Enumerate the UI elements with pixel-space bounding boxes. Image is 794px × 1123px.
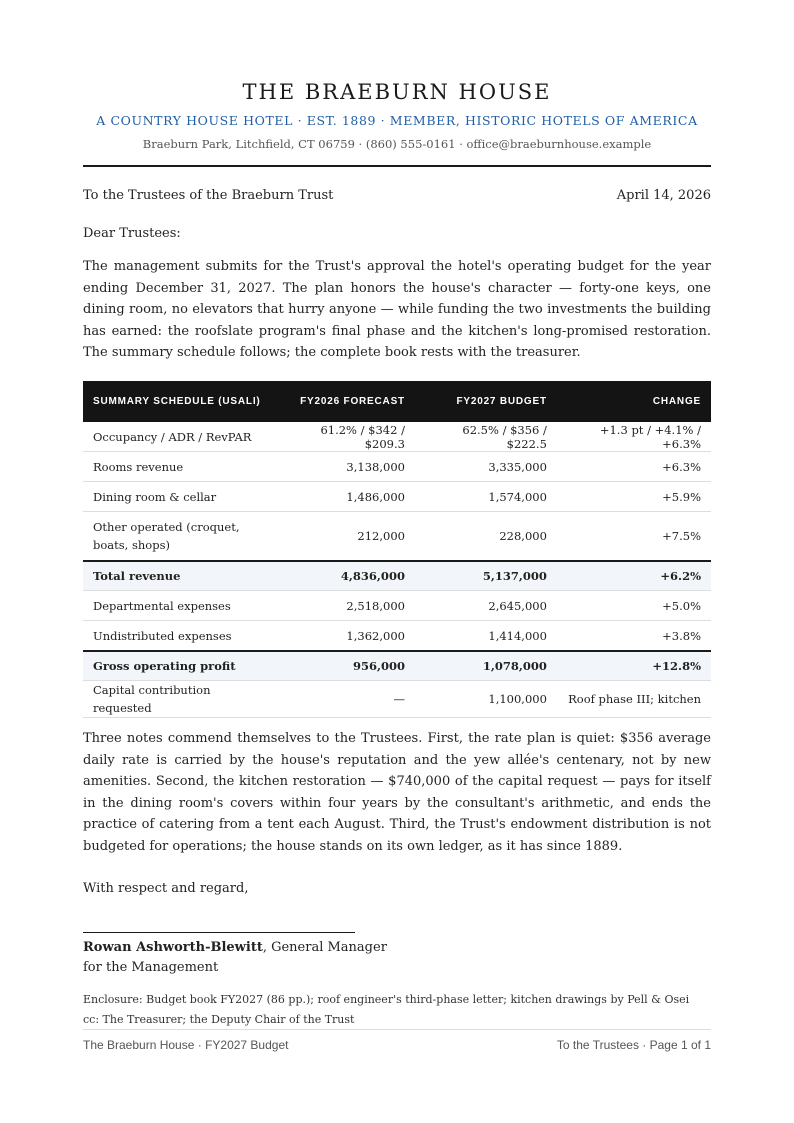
change-cell: +6.2%: [557, 561, 711, 591]
budget-cell: 1,574,000: [415, 482, 557, 512]
budget-cell: 3,335,000: [415, 452, 557, 482]
change-cell: +12.8%: [557, 651, 711, 681]
table-row: [83, 452, 711, 482]
row-label: Total revenue: [83, 561, 273, 591]
footer-right: To the Trustees · Page 1 of 1: [556, 1038, 711, 1052]
change-cell: +5.9%: [557, 482, 711, 512]
total-row: [83, 651, 711, 681]
column-header-forecast: FY2026 FORECAST: [273, 381, 415, 422]
row-label: Occupancy / ADR / RevPAR: [83, 422, 273, 452]
forecast-cell: —: [273, 681, 415, 718]
change-cell: +6.3%: [557, 452, 711, 482]
signature-line: [83, 932, 355, 933]
signatory-affiliation: for the Management: [83, 960, 219, 975]
budget-cell: 62.5% / $356 / $222.5: [415, 422, 557, 452]
change-cell: +1.3 pt / +4.1% / +6.3%: [557, 422, 711, 452]
body-paragraph-1: The management submits for the Trust's approval the hotel's operating budget for the year ending December 31, 2027. The plan honors the house's character — forty-one keys, one dining room, no elevators that hurry anyone — while funding the two investments the building has earned: the roofslate program's final phase and the kitchen's long-promised restoration. The summary schedule follows; the complete book rests with the treasurer.: [83, 259, 711, 361]
budget-cell: 5,137,000: [415, 561, 557, 591]
budget-cell: 1,414,000: [415, 621, 557, 652]
signatory: [83, 940, 387, 955]
letter-date: April 14, 2026: [616, 188, 711, 203]
row-label: Undistributed expenses: [83, 621, 273, 652]
cc-note: cc: The Treasurer; the Deputy Chair of the Trust: [83, 1013, 355, 1026]
table-row: [83, 422, 711, 452]
budget-cell: 2,645,000: [415, 591, 557, 621]
footer-divider: [83, 1029, 711, 1030]
row-label: Other operated (croquet, boats, shops): [83, 512, 273, 562]
change-cell: +3.8%: [557, 621, 711, 652]
enclosure-note: Enclosure: Budget book FY2027 (86 pp.); roof engineer's third-phase letter; kitchen drawings by Pell & Osei: [83, 993, 690, 1006]
column-header-change: CHANGE: [557, 381, 711, 422]
forecast-cell: 4,836,000: [273, 561, 415, 591]
footer-left: The Braeburn House · FY2027 Budget: [83, 1038, 289, 1052]
row-label: Gross operating profit: [83, 651, 273, 681]
change-cell: +7.5%: [557, 512, 711, 562]
signatory-name: Rowan Ashworth-Blewitt: [83, 940, 263, 955]
table-row: [83, 512, 711, 562]
signatory-title: , General Manager: [262, 940, 387, 955]
budget-cell: 1,078,000: [415, 651, 557, 681]
hotel-contact: Braeburn Park, Litchfield, CT 06759 · (860) 555-0161 · office@braeburnhouse.example: [142, 137, 652, 151]
forecast-cell: 61.2% / $342 / $209.3: [273, 422, 415, 452]
hotel-tagline: A COUNTRY HOUSE HOTEL · EST. 1889 · MEMBER, HISTORIC HOTELS OF AMERICA: [96, 113, 698, 128]
table-row: [83, 681, 711, 718]
column-header-schedule: SUMMARY SCHEDULE (USALI): [83, 381, 273, 422]
forecast-cell: 2,518,000: [273, 591, 415, 621]
budget-cell: 228,000: [415, 512, 557, 562]
budget-cell: 1,100,000: [415, 681, 557, 718]
hotel-name: THE BRAEBURN HOUSE: [242, 80, 552, 104]
change-cell: +5.0%: [557, 591, 711, 621]
forecast-cell: 1,486,000: [273, 482, 415, 512]
addressee: To the Trustees of the Braeburn Trust: [83, 188, 334, 203]
forecast-cell: 956,000: [273, 651, 415, 681]
row-label: Capital contribution requested: [83, 681, 273, 718]
row-label: Dining room & cellar: [83, 482, 273, 512]
row-label: Departmental expenses: [83, 591, 273, 621]
closing: With respect and regard,: [83, 881, 249, 896]
change-cell: Roof phase III; kitchen: [557, 681, 711, 718]
salutation: Dear Trustees:: [83, 226, 181, 241]
table-row: [83, 591, 711, 621]
table-row: [83, 621, 711, 652]
row-label: Rooms revenue: [83, 452, 273, 482]
summary-schedule-table: [83, 381, 711, 718]
total-row: [83, 561, 711, 591]
letterhead-divider: [83, 165, 711, 167]
forecast-cell: 1,362,000: [273, 621, 415, 652]
forecast-cell: 3,138,000: [273, 452, 415, 482]
forecast-cell: 212,000: [273, 512, 415, 562]
table-header-row: [83, 381, 711, 422]
table-row: [83, 482, 711, 512]
body-paragraph-2: Three notes commend themselves to the Trustees. First, the rate plan is quiet: $356 average daily rate is carried by the house's reputation and the yew allée's centenary, not by new amenities. Second, the kitchen restoration — $740,000 of the capital request — pays for itself in the dining room's covers within four years by the consultant's arithmetic, and ends the practice of catering from a tent each August. Third, the Trust's endowment distribution is not budgeted for operations; the house stands on its own ledger, as it has since 1889.: [83, 731, 711, 854]
column-header-budget: FY2027 BUDGET: [415, 381, 557, 422]
